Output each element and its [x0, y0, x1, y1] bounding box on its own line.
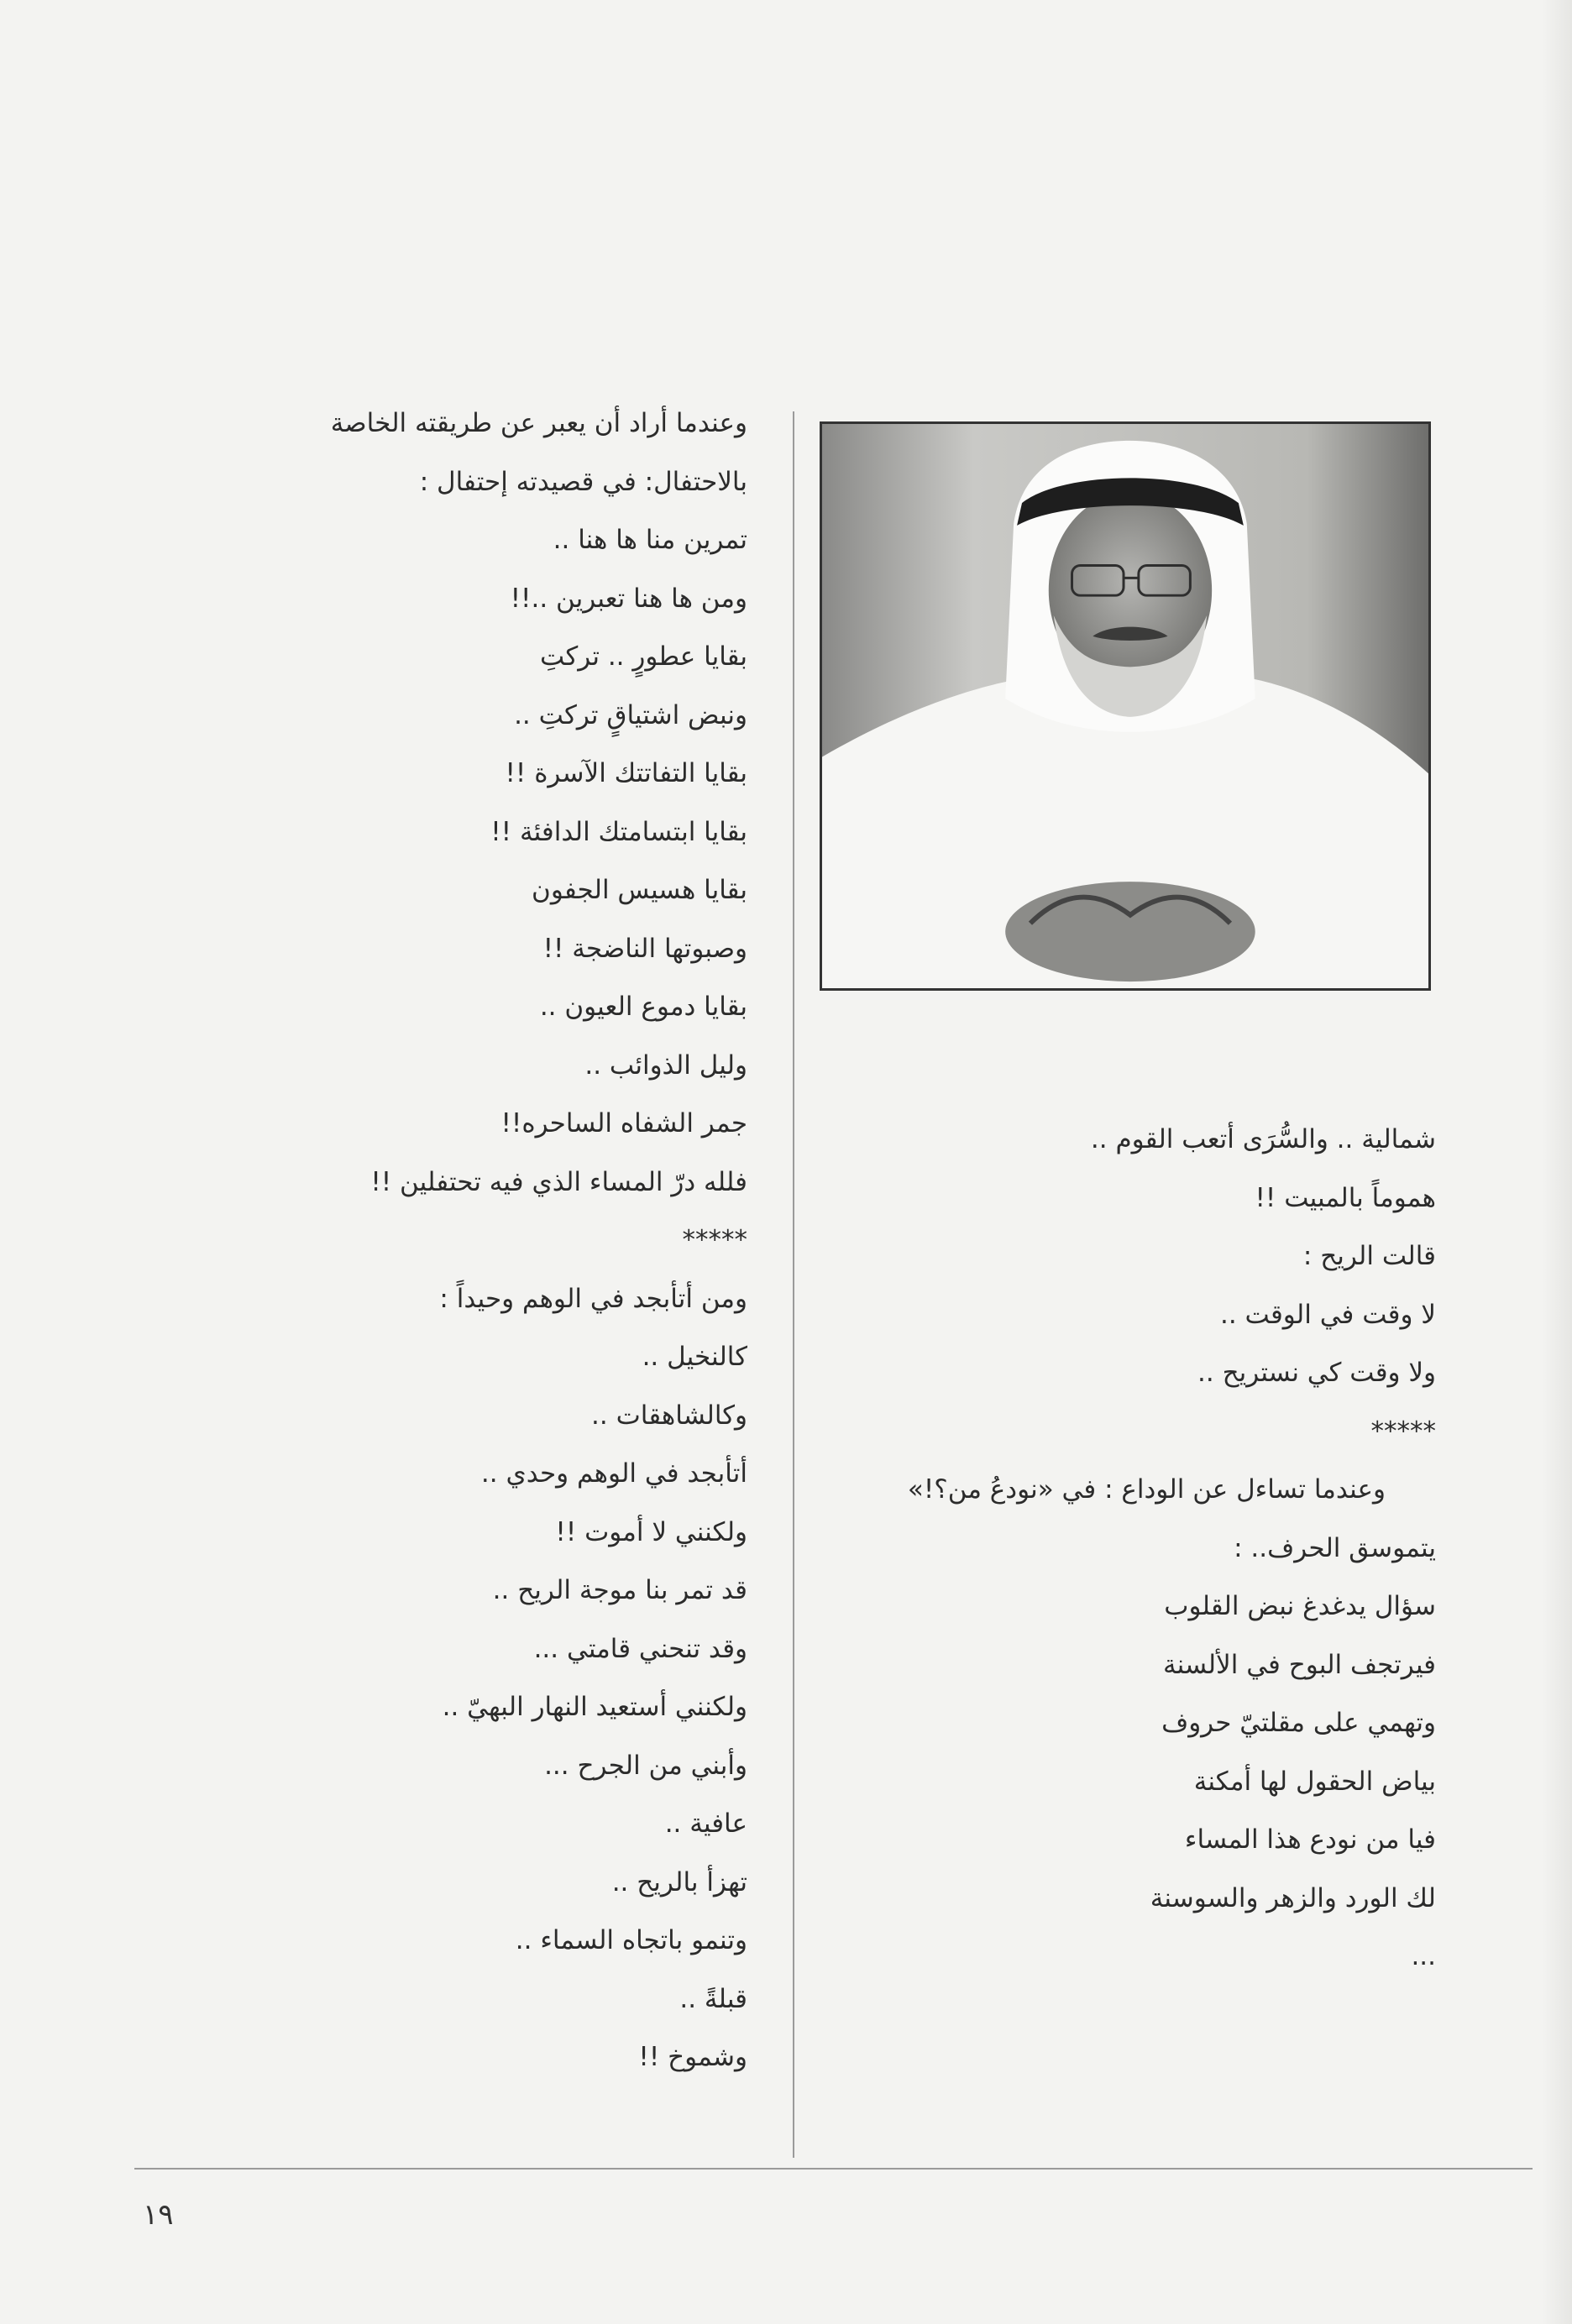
poem-line: بالاحتفال: في قصيدته إحتفال : — [419, 466, 747, 497]
poem-line: لا وقت في الوقت .. — [1219, 1299, 1436, 1330]
poem-line: وعندما أراد أن يعبر عن طريقته الخاصة — [330, 408, 747, 438]
poem-line: وقد تنحني قامتي ... — [533, 1633, 747, 1664]
poem-line: ولكنني لا أموت !! — [555, 1516, 747, 1547]
poem-line: وليل الذوائب .. — [584, 1049, 747, 1081]
poem-line: ولكنني أستعيد النهار البهيّ .. — [442, 1692, 747, 1722]
poem-line: شمالية .. والسُّرَى أتعب القوم .. — [1090, 1124, 1436, 1154]
poem-line: وشموخ !! — [638, 2042, 747, 2072]
left-text-column — [76, 395, 747, 2087]
poem-line: فيا من نودع هذا المساء — [1184, 1824, 1436, 1855]
poem-line: عافية .. — [664, 1808, 747, 1839]
poem-line: وعندما تساءل عن الوداع : في «نودعُ من؟!» — [907, 1474, 1386, 1505]
poem-line: قالت الريح : — [1302, 1241, 1436, 1271]
poem-line: وكالشاهقات .. — [591, 1400, 747, 1431]
right-text-column — [697, 1111, 1436, 1986]
portrait-illustration — [822, 424, 1428, 988]
portrait-photo — [820, 421, 1431, 991]
poem-line: وصبوتها الناضجة !! — [542, 933, 747, 964]
poem-line: سؤال يدغدغ نبض القلوب — [1164, 1591, 1436, 1621]
poem-line: ونبض اشتياقٍ تركتِ .. — [514, 699, 747, 730]
footer-rule — [134, 2168, 1533, 2170]
poem-line: بقايا ابتسامتك الدافئة !! — [490, 816, 747, 847]
poem-line: قد تمر بنا موجة الريح .. — [492, 1575, 747, 1605]
poem-line: ومن أتأبجد في الوهم وحيداً : — [439, 1283, 747, 1314]
poem-line: أتأبجد في الوهم وحدي .. — [480, 1458, 747, 1489]
page-number: ١٩ — [143, 2198, 174, 2232]
poem-line: قبلةً .. — [679, 1983, 747, 2014]
poem-line: ... — [1411, 1941, 1436, 1971]
poem-line: فلله درّ المساء الذي فيه تحتفلين !! — [370, 1166, 747, 1197]
poem-line: فيرتجف البوح في الألسنة — [1162, 1649, 1436, 1680]
poem-line: هموماً بالمبيت !! — [1255, 1182, 1436, 1213]
poem-line: بقايا هسيس الجفون — [532, 875, 747, 905]
poem-line: وتنمو باتجاه السماء .. — [515, 1925, 747, 1955]
page-edge — [1542, 0, 1572, 2324]
poem-line: ومن ها هنا تعبرين ..!! — [510, 583, 747, 614]
poem-line: بقايا دموع العيون .. — [539, 992, 747, 1022]
poem-line: بياض الحقول لها أمكنة — [1193, 1766, 1436, 1797]
poem-line: كالنخيل .. — [642, 1342, 747, 1372]
poem-line: وتهمي على مقلتيّ حروف — [1161, 1708, 1436, 1738]
section-separator: ***** — [1370, 1416, 1436, 1447]
poem-line: تمرين منا ها هنا .. — [553, 525, 747, 555]
poem-line: بقايا التفاتتك الآسرة !! — [505, 758, 747, 788]
poem-line: يتموسق الحرف.. : — [1234, 1532, 1436, 1563]
poem-line: ولا وقت كي نستريح .. — [1197, 1358, 1436, 1388]
poem-line: جمر الشفاه الساحره!! — [500, 1108, 747, 1138]
poem-line: بقايا عطورٍ .. تركتِ — [540, 641, 747, 672]
section-separator: ***** — [682, 1225, 747, 1255]
poem-line: وأبني من الجرح ... — [544, 1750, 747, 1781]
poem-line: لك الورد والزهر والسوسنة — [1150, 1882, 1436, 1913]
poem-line: تهزأ بالريح .. — [611, 1866, 747, 1897]
